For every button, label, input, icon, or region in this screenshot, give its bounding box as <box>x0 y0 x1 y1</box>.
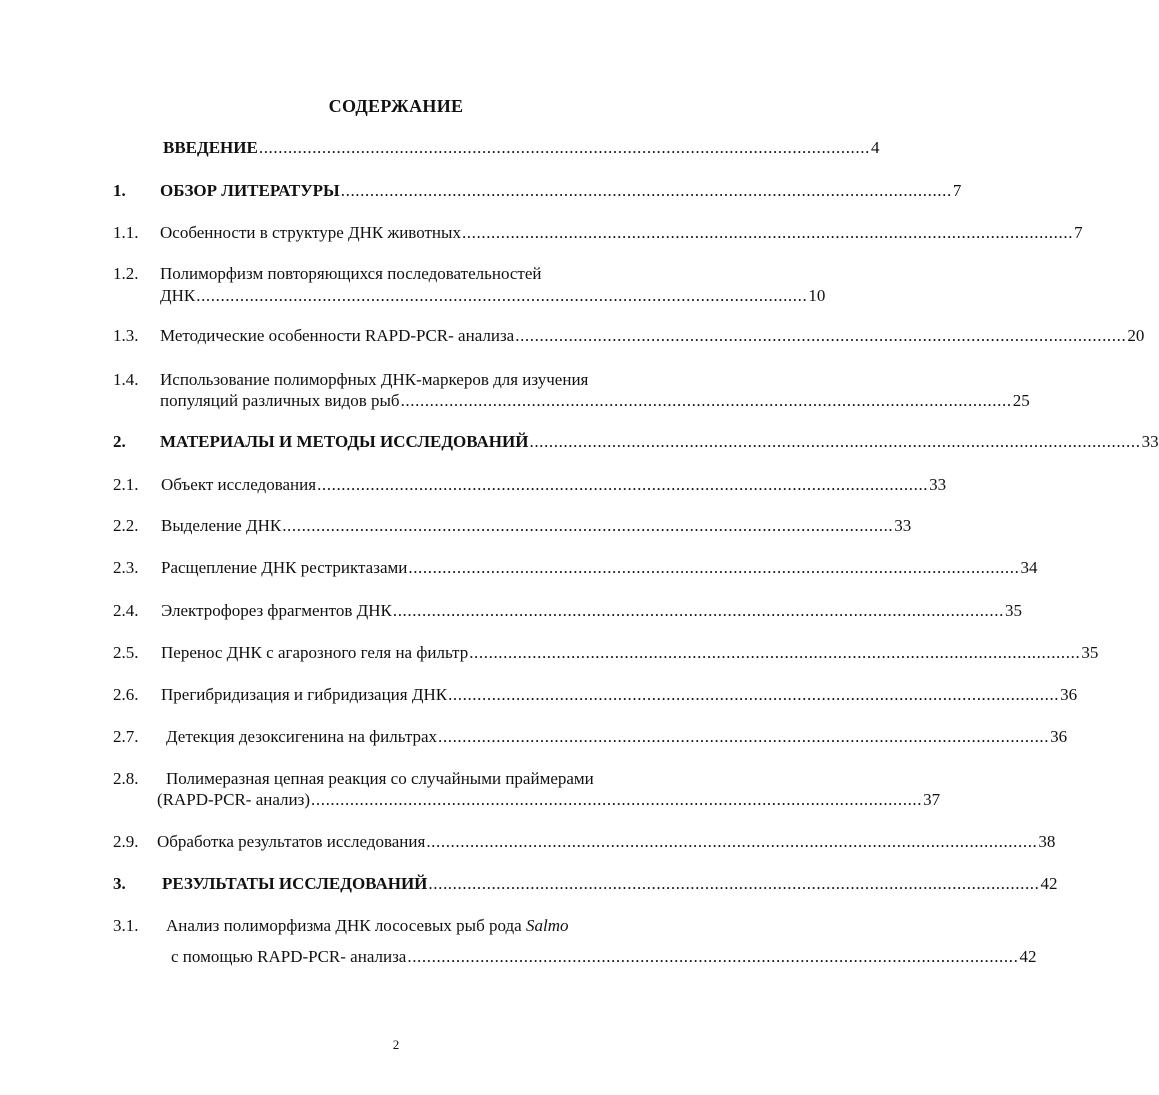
toc-entry-title: Объект исследования <box>161 475 317 494</box>
toc-entry-title: ВВЕДЕНИЕ <box>163 138 258 157</box>
toc-entry-title-line1: Анализ полиморфизма ДНК лососевых рыб рода Salmo <box>166 916 569 935</box>
toc-page-number: 25 <box>1012 391 1030 410</box>
toc-entry-number: 2.7. <box>113 727 139 746</box>
leader-dots: .............................................................................................................................. <box>407 947 1019 966</box>
leader-dots: .............................................................................................................................. <box>400 391 1012 410</box>
toc-entry-title: Обработка результатов исследования <box>157 832 426 851</box>
toc-entry-number: 2.2. <box>113 516 139 535</box>
toc-page-number: 33 <box>929 475 947 494</box>
toc-entry-title: с помощью RAPD-PCR- анализа <box>171 947 407 966</box>
genus-name: Salmo <box>525 916 569 935</box>
toc-entry-number: 2.3. <box>113 558 139 577</box>
leader-dots: .............................................................................................................................. <box>515 326 1127 345</box>
toc-entry-title: Расщепление ДНК рестриктазами <box>161 558 408 577</box>
toc-page-number: 34 <box>1020 558 1038 577</box>
leader-dots: .............................................................................................................................. <box>469 643 1081 662</box>
toc-entry-title: Перенос ДНК с агарозного геля на фильтр <box>161 643 469 662</box>
leader-dots: .............................................................................................................................. <box>428 874 1040 893</box>
toc-entry-title-line1: Использование полиморфных ДНК-маркеров для изучения <box>160 370 589 389</box>
toc-entry-number: 2.9. <box>113 832 139 851</box>
toc-page-number: 33 <box>894 516 912 535</box>
toc-page-number: 38 <box>1038 832 1056 851</box>
leader-dots: .............................................................................................................................. <box>426 832 1038 851</box>
leader-dots: .............................................................................................................................. <box>196 286 808 305</box>
toc-page-number: 20 <box>1127 326 1145 345</box>
toc-entry-title: МАТЕРИАЛЫ И МЕТОДЫ ИССЛЕДОВАНИЙ <box>160 432 529 451</box>
toc-entry-number: 2.5. <box>113 643 139 662</box>
leader-dots: .............................................................................................................................. <box>392 601 1004 620</box>
toc-entry-number: 2.4. <box>113 601 139 620</box>
toc-page-number: 42 <box>1040 874 1058 893</box>
toc-entry-title: Методические особенности RAPD-PCR- анализа <box>160 326 515 345</box>
leader-dots: .............................................................................................................................. <box>311 790 923 809</box>
leader-dots: .............................................................................................................................. <box>448 685 1060 704</box>
page-title: СОДЕРЖАНИЕ <box>328 96 464 116</box>
toc-entry-title: Особенности в структуре ДНК животных <box>160 223 461 242</box>
toc-page-number: 42 <box>1019 947 1037 966</box>
toc-entry-number: 3.1. <box>113 916 139 935</box>
toc-page-number: 35 <box>1081 643 1099 662</box>
toc-page-number: 7 <box>952 181 962 200</box>
toc-page-number: 7 <box>1074 223 1083 242</box>
toc-page-number: 35 <box>1004 601 1022 620</box>
toc-entry-number: 2. <box>113 432 126 451</box>
toc-entry-title: РЕЗУЛЬТАТЫ ИССЛЕДОВАНИЙ <box>162 874 428 893</box>
toc-entry-title-line1: Полиморфизм повторяющихся последовательностей <box>160 264 542 283</box>
toc-entry-title: ОБЗОР ЛИТЕРАТУРЫ <box>160 181 340 200</box>
toc-entry-title: Выделение ДНК <box>161 516 282 535</box>
toc-entry-number: 1.3. <box>113 326 139 345</box>
toc-entry-title-line1: Полимеразная цепная реакция со случайными праймерами <box>166 769 594 788</box>
toc-entry-title: Прегибридизация и гибридизация ДНК <box>161 685 448 704</box>
toc-entry-title: Электрофорез фрагментов ДНК <box>161 601 392 620</box>
toc-page-number: 4 <box>870 138 880 157</box>
toc-entry-title: ДНК <box>160 286 196 305</box>
leader-dots: .............................................................................................................................. <box>438 727 1050 746</box>
leader-dots: .............................................................................................................................. <box>317 475 929 494</box>
leader-dots: .............................................................................................................................. <box>282 516 894 535</box>
page-number: 2 <box>392 1037 400 1052</box>
toc-page-number: 10 <box>808 286 826 305</box>
toc-entry-number: 1.2. <box>113 264 139 283</box>
toc-entry-number: 2.1. <box>113 475 139 494</box>
leader-dots: .............................................................................................................................. <box>408 558 1020 577</box>
toc-page-number: 36 <box>1050 727 1068 746</box>
toc-entry-title: Детекция дезоксигенина на фильтрах <box>166 727 438 746</box>
leader-dots: .............................................................................................................................. <box>258 138 870 157</box>
toc-page-number: 36 <box>1060 685 1078 704</box>
leader-dots: .............................................................................................................................. <box>529 432 1141 451</box>
toc-entry-number: 2.6. <box>113 685 139 704</box>
toc-page-number: 33 <box>1141 432 1159 451</box>
leader-dots: .............................................................................................................................. <box>340 181 952 200</box>
toc-entry-number: 1. <box>113 181 126 200</box>
toc-entry-number: 2.8. <box>113 769 139 788</box>
toc-entry-title: популяций различных видов рыб <box>160 391 400 410</box>
toc-entry-number: 1.1. <box>113 223 139 242</box>
toc-entry-number: 3. <box>113 874 126 893</box>
leader-dots: .............................................................................................................................. <box>461 223 1074 242</box>
toc-entry-title: (RAPD-PCR- анализ) <box>157 790 311 809</box>
toc-entry-number: 1.4. <box>113 370 139 389</box>
toc-page-number: 37 <box>923 790 941 809</box>
